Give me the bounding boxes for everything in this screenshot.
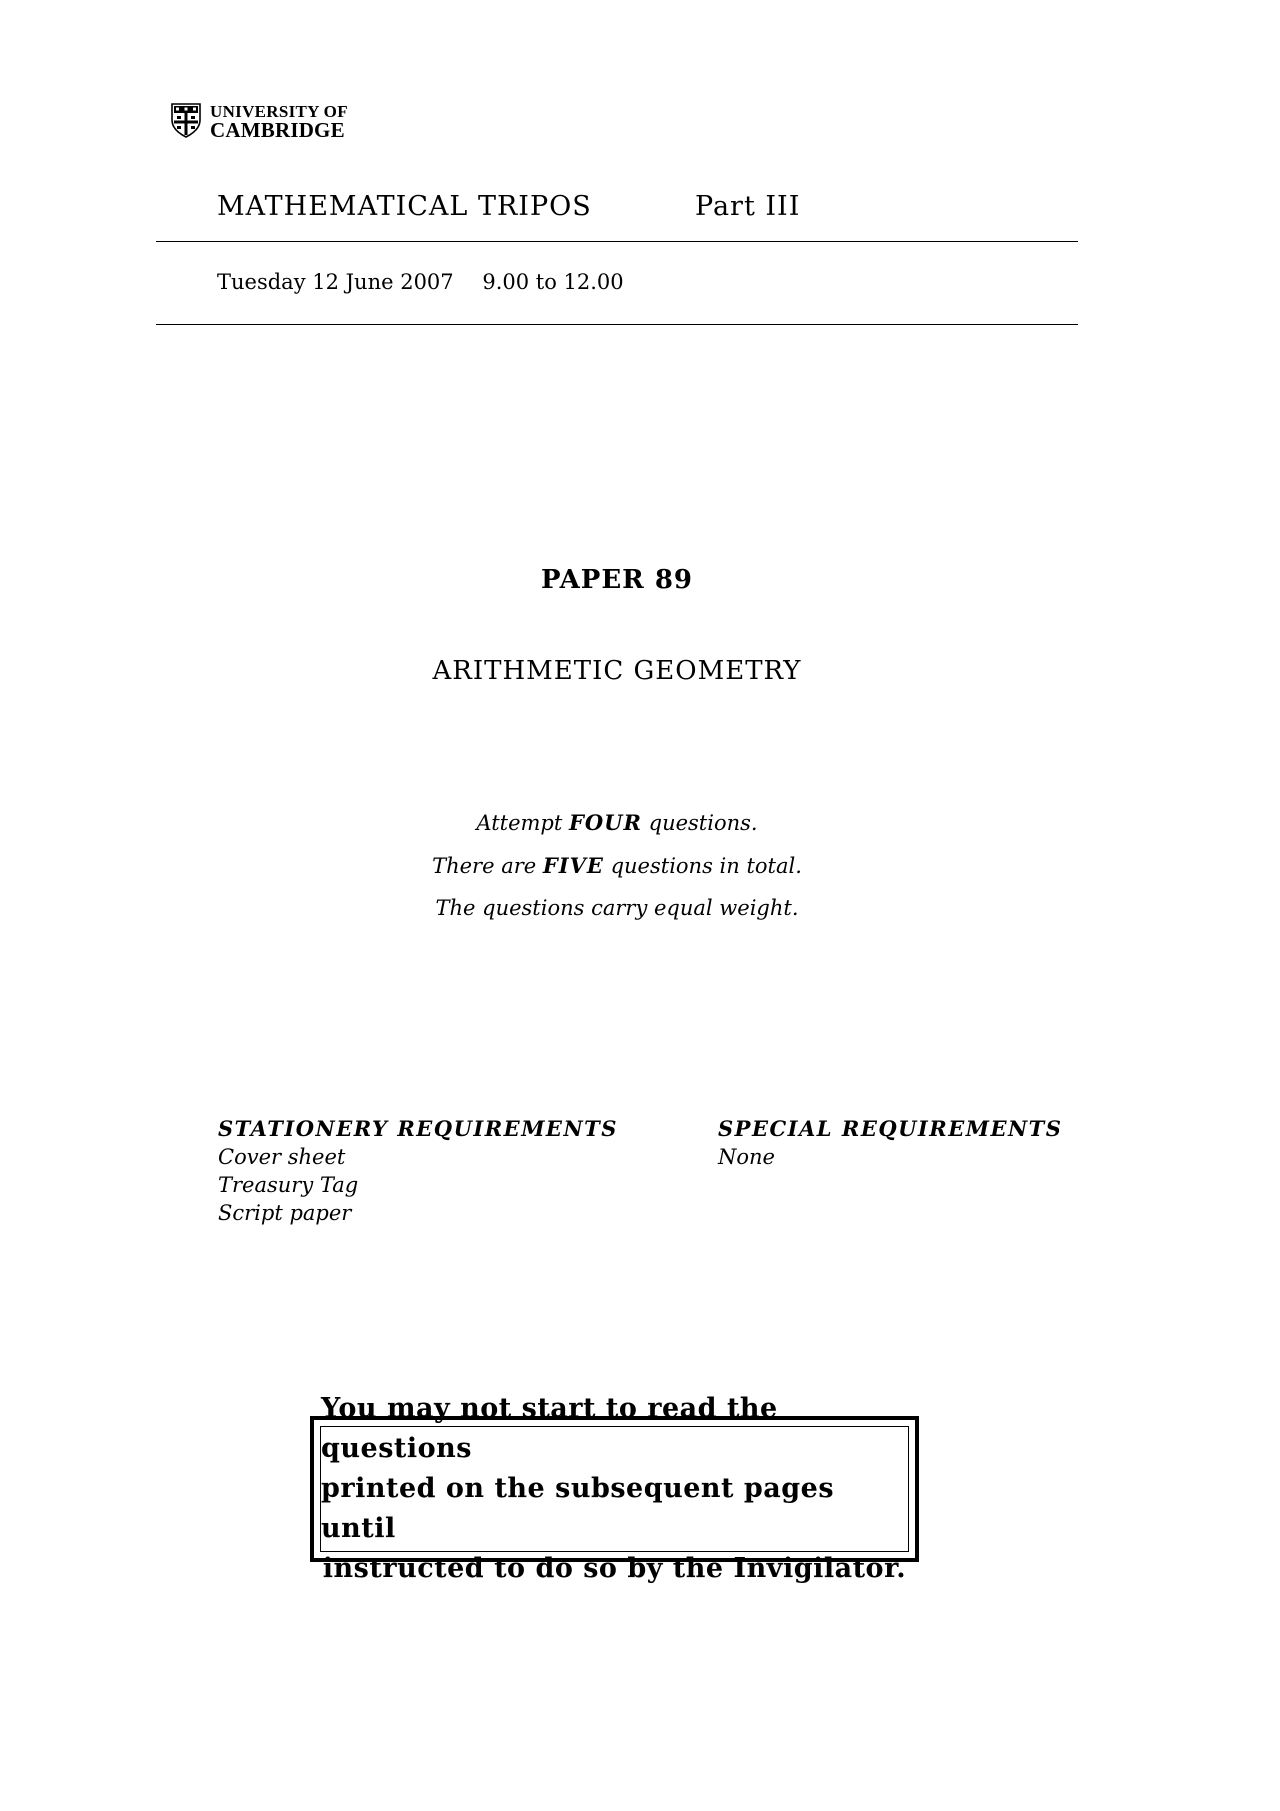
instruction-emphasis: FOUR: [568, 810, 642, 835]
instruction-text: Attempt: [476, 811, 569, 835]
exam-date: Tuesday 12 June 2007: [217, 270, 454, 294]
exam-title: MATHEMATICAL TRIPOS: [217, 191, 592, 222]
header-rule-bottom: [156, 324, 1078, 325]
logo-line-1: UNIVERSITY OF: [210, 102, 348, 121]
invigilator-notice-box: [310, 1393, 919, 1584]
header-rule-top: [156, 241, 1078, 242]
notice-line: printed on the subsequent pages until: [321, 1473, 835, 1544]
instruction-line: [0, 896, 1234, 920]
stationery-heading: STATIONERY REQUIREMENTS: [218, 1116, 618, 1141]
instruction-text: There are: [432, 854, 543, 878]
stationery-item: Script paper: [218, 1201, 352, 1225]
exam-time: 9.00 to 12.00: [482, 270, 624, 294]
instruction-text: The questions carry equal weight.: [435, 896, 799, 920]
paper-subject: ARITHMETIC GEOMETRY: [432, 656, 802, 686]
instruction-text: questions in total.: [603, 854, 802, 878]
date-line: [217, 270, 624, 294]
notice-inner-frame: [320, 1393, 909, 1584]
notice-line: You may not start to read the questions: [321, 1393, 778, 1464]
instruction-emphasis: FIVE: [542, 853, 604, 878]
stationery-item: Cover sheet: [218, 1145, 346, 1169]
instruction-text: questions.: [641, 811, 758, 835]
exam-part: Part III: [695, 191, 801, 222]
cambridge-crest-icon: [170, 102, 202, 138]
special-item: None: [718, 1145, 775, 1169]
instruction-line: [0, 810, 1234, 835]
instruction-line: [0, 853, 1234, 878]
paper-number: PAPER 89: [540, 565, 694, 595]
stationery-list: [218, 1143, 358, 1227]
stationery-item: Treasury Tag: [218, 1173, 359, 1197]
special-heading: SPECIAL REQUIREMENTS: [718, 1116, 1063, 1141]
notice-line: instructed to do so by the Invigilator.: [322, 1553, 907, 1584]
university-logo: [170, 102, 370, 142]
logo-line-2: CAMBRIDGE: [210, 118, 345, 142]
special-list: [718, 1143, 775, 1171]
